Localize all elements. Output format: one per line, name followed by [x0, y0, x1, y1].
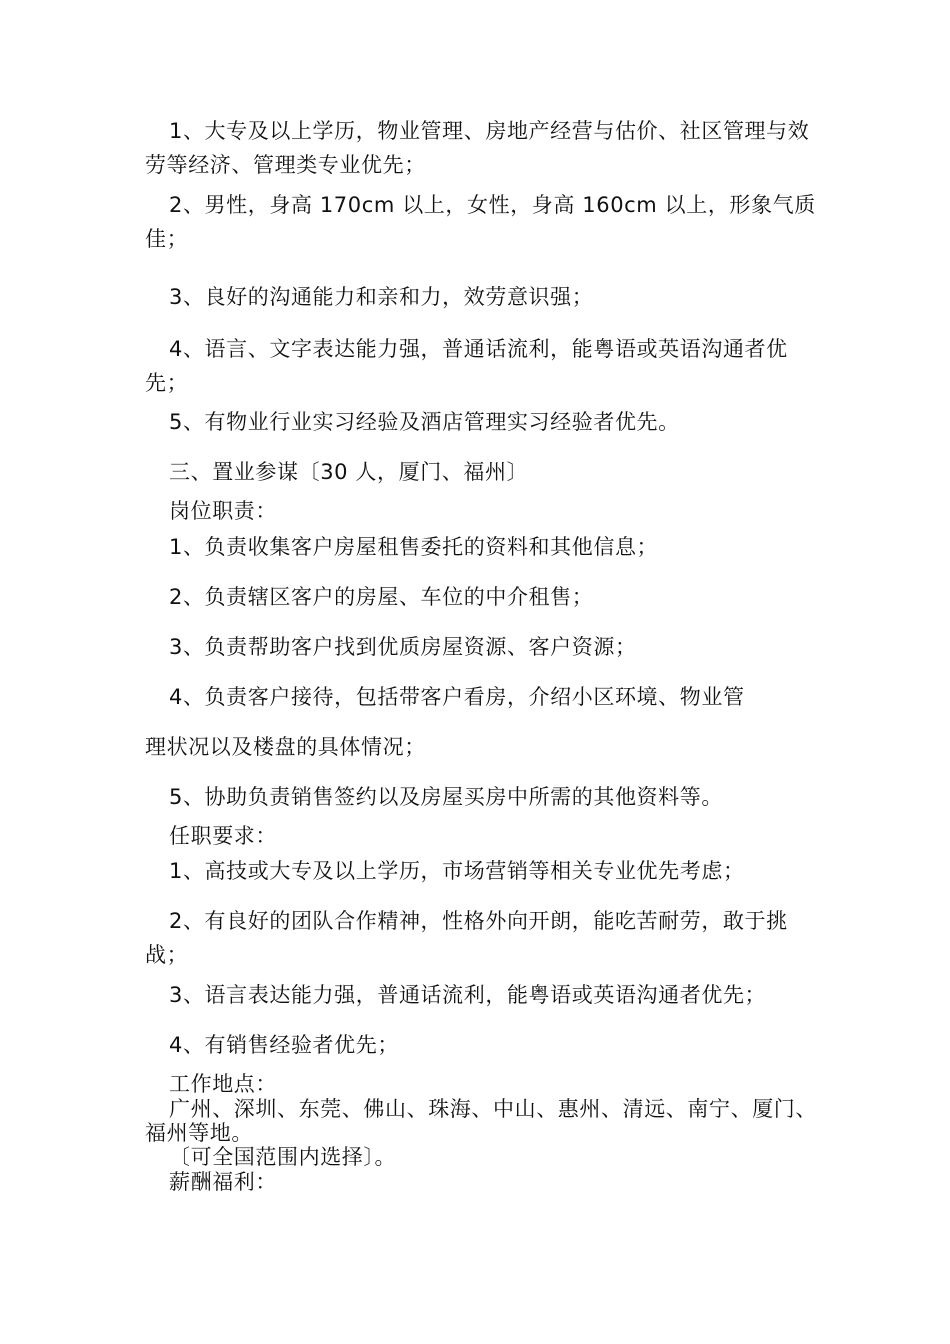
qualification-1: 1、高技或大专及以上学历，市场营销等相关专业优先考虑； [169, 859, 745, 883]
duty-1: 1、负责收集客户房屋租售委托的资料和其他信息； [169, 535, 659, 559]
qualification-4: 4、有销售经验者优先； [169, 1033, 399, 1057]
requirement-1: 1、大专及以上学历，物业管理、房地产经营与估价、社区管理与效劳等经济、管理类专业优先； [145, 119, 810, 177]
benefits-heading: 薪酬福利： [169, 1170, 277, 1194]
duties-heading: 岗位职责： [169, 499, 277, 523]
location-heading: 工作地点： [169, 1072, 277, 1096]
duty-3: 3、负责帮助客户找到优质房屋资源、客户资源； [169, 635, 637, 659]
section-heading: 三、置业参谋〔30 人，厦门、福州〕 [169, 460, 529, 484]
location-list: 广州、深圳、东莞、佛山、珠海、中山、惠州、清远、南宁、厦门、福州等地。 [145, 1097, 817, 1145]
requirement-5: 5、有物业行业实习经验及酒店管理实习经验者优先。 [169, 410, 680, 434]
requirement-2: 2、男性，身高 170cm 以上，女性，身高 160cm 以上，形象气质佳； [145, 193, 816, 251]
requirement-3: 3、良好的沟通能力和亲和力，效劳意识强； [169, 285, 594, 309]
duty-4-line-1: 4、负责客户接待，包括带客户看房，介绍小区环境、物业管 [169, 685, 745, 709]
duty-2: 2、负责辖区客户的房屋、车位的中介租售； [169, 585, 594, 609]
requirements-heading: 任职要求： [169, 824, 277, 848]
requirement-4: 4、语言、文字表达能力强，普通话流利，能粤语或英语沟通者优先； [145, 337, 788, 395]
duty-4-line-2: 理状况以及楼盘的具体情况； [145, 735, 426, 759]
qualification-2: 2、有良好的团队合作精神，性格外向开朗，能吃苦耐劳，敢于挑战； [145, 909, 788, 967]
location-note: 〔可全国范围内选择〕。 [169, 1145, 397, 1169]
qualification-3: 3、语言表达能力强，普通话流利，能粤语或英语沟通者优先； [169, 983, 767, 1007]
duty-5: 5、协助负责销售签约以及房屋买房中所需的其他资料等。 [169, 785, 723, 809]
